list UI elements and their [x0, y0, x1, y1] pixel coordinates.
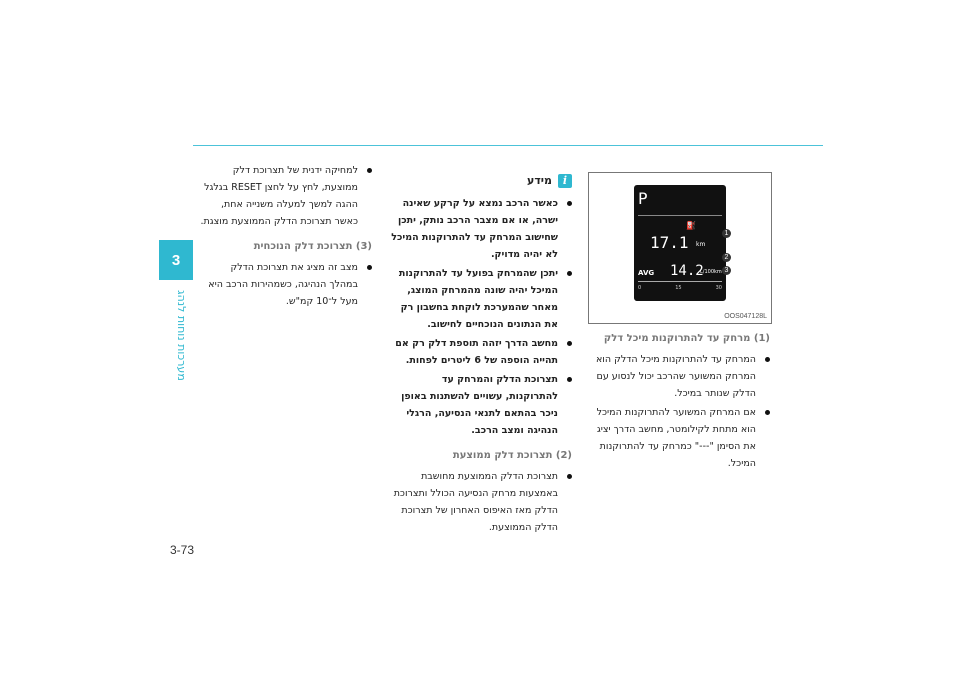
callout-1: 1 [722, 229, 731, 238]
middle-column [388, 172, 572, 538]
right-bullets [588, 351, 770, 472]
cluster-screen [634, 185, 726, 301]
callout-3: 3 [722, 266, 731, 275]
reset-bullets [200, 162, 372, 230]
page-number: 3-73 [170, 543, 195, 557]
chapter-tab: 3 [159, 240, 193, 280]
list-item: למחיקה ידנית של תצרוכת דלק ממוצעת, לחץ על לחצן RESET בגלגל ההגה למשך למעלה משנייה אחת, כאשר תצרוכת הדלק הממוצעת מוצגת. [200, 162, 358, 230]
info-icon: i [558, 174, 572, 188]
section-heading-2: (2) תצרוכת דלק ממוצעת [452, 450, 572, 461]
current-bullets [200, 259, 372, 310]
info-header [388, 172, 572, 189]
section-heading-3: (3) תצרוכת דלק הנוכחית [253, 241, 372, 252]
scale-tick: 30 [715, 285, 722, 291]
list-item: מצב זה מציג את תצרוכת הדלק במהלך הנהיגה, כשמהירות הרכב היא מעל ל־10 קמ"ש. [200, 259, 358, 310]
avg-bullets [388, 468, 572, 536]
list-item: יתכן שהמרחק בפועל עד להתרוקנות המיכל יהיה שונה מהמרחק המוצג, מאחר שהמערכת לוקחת בחשבון רק את הנתונים הנוכחיים לחישוב. [388, 265, 558, 333]
callout-2: 2 [722, 253, 731, 262]
list-item: המרחק עד להתרוקנות מיכל הדלק הוא המרחק המשוער שהרכב יכול לנסוע עם הדלק שנותר במיכל. [588, 351, 756, 402]
list-item: תצרוכת הדלק והמרחק עד להתרוקנות, עשויים להשתנות באופן ניכר בהתאם לתנאי הנסיעה, הרגלי הנהיגה ומצב הרכב. [388, 371, 558, 439]
screen-divider [638, 215, 722, 216]
fuel-pump-icon: ⛽ [686, 221, 696, 230]
avg-label: AVG [638, 269, 655, 277]
info-bullets [388, 195, 572, 439]
top-divider [193, 145, 823, 146]
cluster-figure [588, 172, 772, 324]
list-item: כאשר הרכב נמצא על קרקע שאינה ישרה, או אם מצבר הרכב נותק, יתכן שחישוב המרחק עד להתרוקנות המיכל לא יהיה מדויק. [388, 195, 558, 263]
range-unit: km [696, 241, 706, 248]
right-column [588, 330, 770, 474]
info-title: מידע [527, 174, 552, 187]
fuel-scale [638, 281, 722, 282]
avg-unit: L/100km [700, 269, 722, 275]
avg-value: 14.2 [670, 263, 704, 279]
chapter-side-label: מערכות נוחות לנהג [175, 290, 188, 381]
figure-code: OOS047128L [724, 313, 767, 320]
gear-indicator: P [638, 189, 648, 208]
scale-tick: 0 [638, 285, 642, 291]
left-column [200, 162, 372, 312]
list-item: מחשב הדרך יזהה תוספת דלק רק אם תהייה הוספה של 6 ליטרים לפחות. [388, 335, 558, 369]
scale-ticks [638, 285, 722, 291]
list-item: תצרוכת הדלק הממוצעת מחושבת באמצעות מרחק הנסיעה הכולל ותצרוכת הדלק מאז האיפוס האחרון של תצרוכת הדלק הממוצעת. [388, 468, 558, 536]
section-heading-1: (1) מרחק עד להתרוקנות מיכל דלק [603, 333, 770, 344]
scale-tick: 15 [675, 285, 682, 291]
range-digits: 17.1 [650, 233, 689, 252]
list-item: אם המרחק המשוער להתרוקנות המיכל הוא מתחת לקילומטר, מחשב הדרך יציג את הסימן "---" כמרחק עד להתרוקנות המיכל. [588, 404, 756, 472]
